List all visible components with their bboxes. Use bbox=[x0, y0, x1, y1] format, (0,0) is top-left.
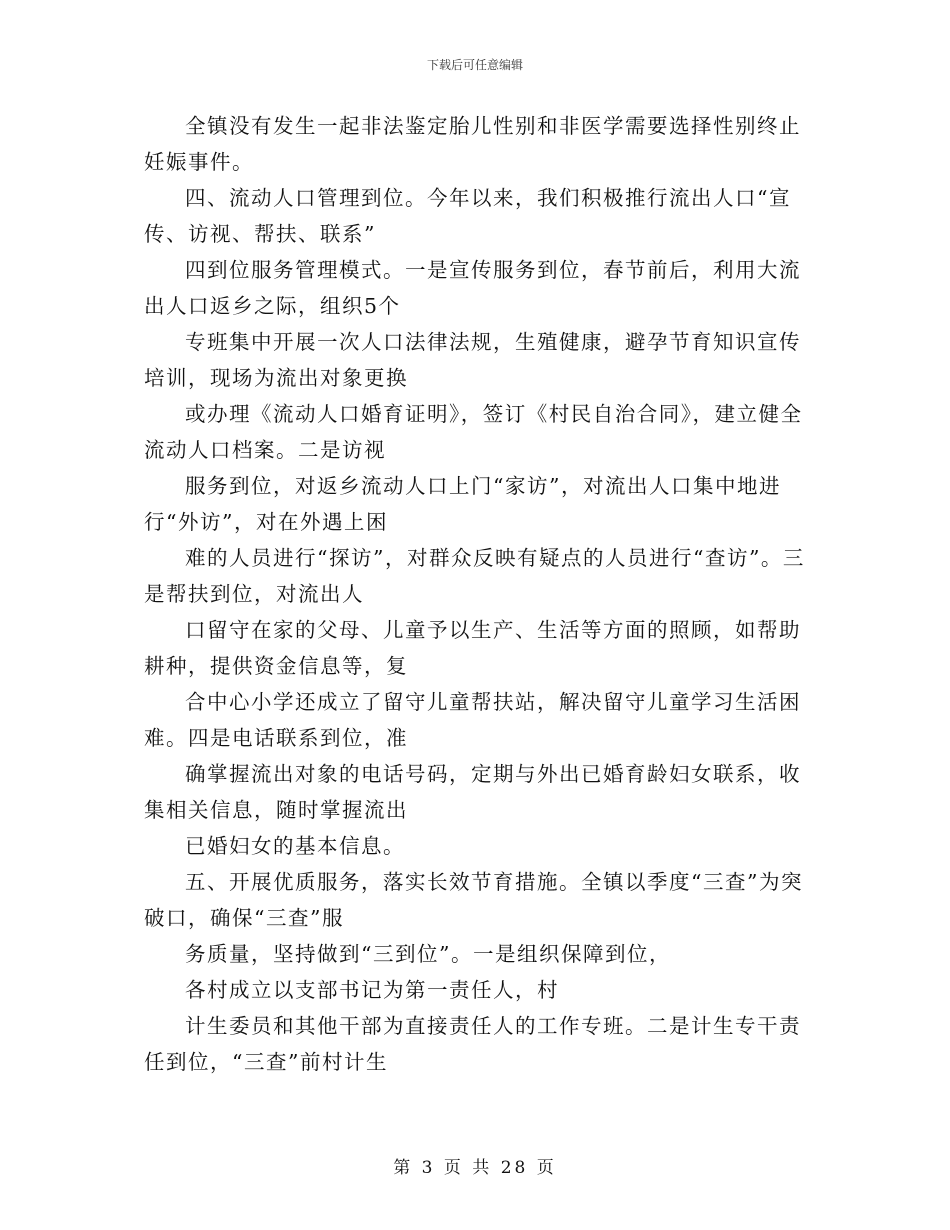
document-body bbox=[144, 108, 808, 1080]
paragraph: 务质量，坚持做到“三到位”。一是组织保障到位， bbox=[185, 942, 671, 966]
paragraph: 难的人员进行“探访”，对群众反映有疑点的人员进行“查访”。三是帮扶到位，对流出人 bbox=[144, 546, 805, 606]
page-header-note: 下载后可任意编辑 bbox=[426, 58, 523, 72]
paragraph: 四、流动人口管理到位。今年以来，我们积极推行流出人口“宣传、访视、帮扶、联系” bbox=[144, 186, 791, 246]
paragraph: 五、开展优质服务，落实长效节育措施。全镇以季度“三查”为突破口，确保“三查”服 bbox=[144, 870, 803, 930]
paragraph: 服务到位，对返乡流动人口上门“家访”，对流出人口集中地进行“外访”，对在外遇上困 bbox=[144, 474, 781, 534]
page-number-footer: 第 3 页 共 28 页 bbox=[393, 1158, 557, 1178]
paragraph: 口留守在家的父母、儿童予以生产、生活等方面的照顾，如帮助耕种，提供资金信息等，复 bbox=[144, 618, 801, 678]
paragraph: 四到位服务管理模式。一是宣传服务到位，春节前后，利用大流出人口返乡之际，组织5个 bbox=[144, 258, 801, 318]
paragraph: 专班集中开展一次人口法律法规，生殖健康，避孕节育知识宣传培训，现场为流出对象更换 bbox=[144, 330, 801, 390]
paragraph: 合中心小学还成立了留守儿童帮扶站，解决留守儿童学习生活困难。四是电话联系到位，准 bbox=[144, 690, 801, 750]
paragraph: 已婚妇女的基本信息。 bbox=[185, 834, 405, 858]
paragraph: 计生委员和其他干部为直接责任人的工作专班。二是计生专干责任到位，“三查”前村计生 bbox=[144, 1014, 801, 1074]
paragraph: 各村成立以支部书记为第一责任人，村 bbox=[185, 978, 559, 1002]
paragraph: 确掌握流出对象的电话号码，定期与外出已婚育龄妇女联系，收集相关信息，随时掌握流出 bbox=[144, 762, 801, 822]
paragraph: 全镇没有发生一起非法鉴定胎儿性别和非医学需要选择性别终止妊娠事件。 bbox=[144, 114, 801, 174]
paragraph: 或办理《流动人口婚育证明》，签订《村民自治合同》，建立健全流动人口档案。二是访视 bbox=[144, 402, 803, 462]
